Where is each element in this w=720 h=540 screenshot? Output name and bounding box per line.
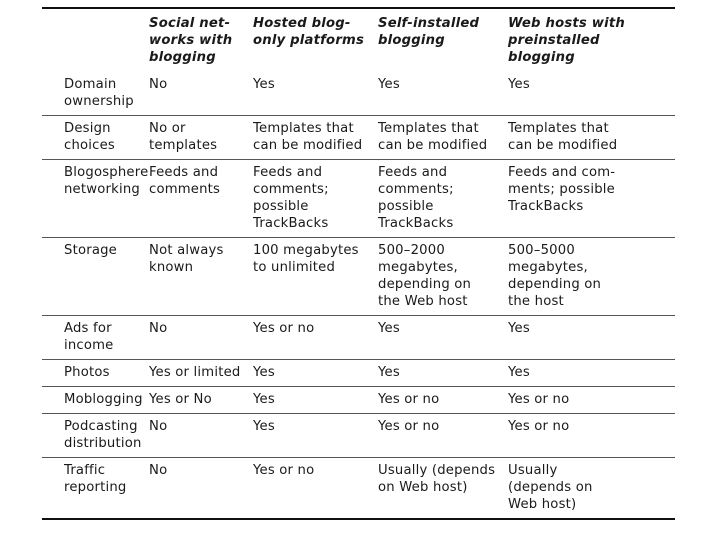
row-label-cell: Storage <box>64 243 117 258</box>
row-label-cell: Ads for income <box>64 321 114 353</box>
row-label-cell: Design choices <box>64 121 115 153</box>
table-cell: No or templates <box>149 121 218 153</box>
table-cell: Feeds and com- ments; possible TrackBacks <box>508 165 616 214</box>
table-cell: Templates that can be modified <box>508 121 618 153</box>
table-row <box>42 116 675 160</box>
table-cell: Yes <box>378 77 400 92</box>
table-cell: Yes or No <box>149 392 212 407</box>
header-cell: Social net- works with blogging <box>149 16 233 65</box>
table-row <box>42 160 675 238</box>
table-row <box>42 72 675 116</box>
table-cell: No <box>149 419 168 434</box>
table-row <box>42 387 675 414</box>
table-cell: Yes <box>508 321 530 336</box>
table-cell: Feeds and comments; possible TrackBacks <box>378 165 454 231</box>
table-cell: Yes <box>253 392 275 407</box>
row-label-cell: Moblogging <box>64 392 143 407</box>
table-cell: Yes <box>253 419 275 434</box>
row-label-cell: Traffic reporting <box>64 463 127 495</box>
header-cell: Hosted blog- only platforms <box>253 16 365 48</box>
table-body <box>42 72 675 519</box>
comparison-table <box>42 7 675 520</box>
table-cell: Yes <box>508 77 530 92</box>
table-cell: Yes <box>253 365 275 380</box>
header-cell: Self-installed blogging <box>378 16 480 48</box>
table-cell: Yes or no <box>508 419 570 434</box>
table-cell: Yes or no <box>253 463 315 478</box>
header-row <box>42 8 675 72</box>
table-row <box>42 238 675 316</box>
table-cell: No <box>149 463 168 478</box>
table-cell: Yes or no <box>253 321 315 336</box>
table-cell: No <box>149 77 168 92</box>
table-cell: Feeds and comments; possible TrackBacks <box>253 165 329 231</box>
row-label-cell: Blogosphere networking <box>64 165 149 197</box>
table-cell: Templates that can be modified <box>253 121 363 153</box>
table-row <box>42 360 675 387</box>
row-label-cell: Photos <box>64 365 110 380</box>
header-cell: Web hosts with preinstalled blogging <box>508 16 625 65</box>
table-cell: Usually (depends on Web host) <box>378 463 496 495</box>
table-cell: Yes <box>378 365 400 380</box>
table-cell: Feeds and comments <box>149 165 221 197</box>
row-label-cell: Domain ownership <box>64 77 134 109</box>
row-label-cell: Podcasting distribution <box>64 419 142 451</box>
table-cell: Yes or limited <box>149 365 241 380</box>
table-cell: Yes or no <box>378 392 440 407</box>
table-cell: Not always known <box>149 243 224 275</box>
table-cell: Yes <box>508 365 530 380</box>
table-cell: No <box>149 321 168 336</box>
table-cell: 100 megabytes to unlimited <box>253 243 359 275</box>
table-cell: Yes <box>378 321 400 336</box>
table-cell: 500–5000 megabytes, depending on the host <box>508 243 602 309</box>
table-cell: Usually (depends on Web host) <box>508 463 593 512</box>
table-cell: Yes or no <box>378 419 440 434</box>
table-cell: Yes or no <box>508 392 570 407</box>
header-cell-blank <box>42 8 149 72</box>
table-cell: Yes <box>253 77 275 92</box>
table-row <box>42 316 675 360</box>
table-cell: 500–2000 megabytes, depending on the Web host <box>378 243 472 309</box>
table-row <box>42 414 675 458</box>
table-row <box>42 458 675 520</box>
table-cell: Templates that can be modified <box>378 121 488 153</box>
